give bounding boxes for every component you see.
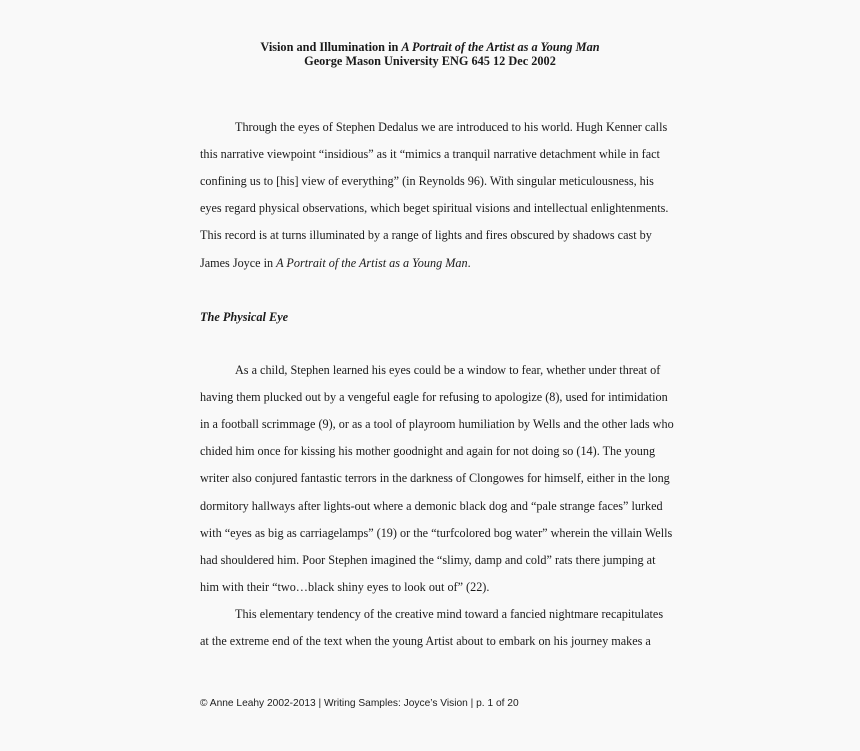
- text-segment: having them plucked out by a vengeful eagle for refusing to apologize (8), used for intimidation: [200, 390, 668, 404]
- text-segment: with “eyes as big as carriagelamps” (19) or the “turfcolored bog water” wherein the villain Wells: [200, 526, 673, 540]
- text-line: [200, 580, 489, 594]
- text-segment: .: [467, 256, 471, 270]
- text-line: [200, 201, 668, 215]
- text-line: [200, 228, 652, 242]
- text-segment: As a child, Stephen learned his eyes could be a window to fear, whether under threat of: [235, 363, 661, 377]
- document-title: [0, 40, 860, 54]
- text-segment: chided him once for kissing his mother goodnight and again for not doing so (14). The young: [200, 444, 656, 458]
- text-segment: him with their “two…black shiny eyes to look out of” (22).: [200, 580, 490, 594]
- text-line: [235, 120, 667, 134]
- text-line: [200, 256, 471, 270]
- text-segment: writer also conjured fantastic terrors in the darkness of Clongowes for himself, either in the long: [200, 471, 670, 485]
- text-line: [200, 553, 655, 567]
- text-line: [235, 363, 660, 377]
- text-segment: Through the eyes of Stephen Dedalus we are introduced to his world. Hugh Kenner calls: [235, 120, 668, 134]
- text-segment: This elementary tendency of the creative mind toward a fancied nightmare recapitulates: [235, 607, 664, 621]
- text-segment: this narrative viewpoint “insidious” as it “mimics a tranquil narrative detachment while in fact: [200, 147, 660, 161]
- text-line: [200, 471, 670, 485]
- text-line: [200, 499, 663, 513]
- text-line: [200, 174, 654, 188]
- text-segment: confining us to [his] view of everything” (in Reynolds 96). With singular meticulousness, his: [200, 174, 654, 188]
- title-text: Vision and Illumination in: [260, 40, 402, 54]
- text-line: [200, 634, 651, 648]
- text-segment: at the extreme end of the text when the young Artist about to embark on his journey makes a: [200, 634, 651, 648]
- text-segment: James Joyce in: [200, 256, 277, 270]
- text-line: [200, 147, 660, 161]
- text-segment: in a football scrimmage (9), or as a tool of playroom humiliation by Wells and the other lads who: [200, 417, 674, 431]
- section-heading: The Physical Eye: [200, 310, 289, 324]
- text-line: [200, 417, 674, 431]
- text-line: [235, 607, 663, 621]
- text-line: [200, 390, 668, 404]
- page-footer: © Anne Leahy 2002-2013 | Writing Samples: Joyce’s Vision | p. 1 of 20: [200, 698, 519, 709]
- text-segment: dormitory hallways after lights-out where a demonic black dog and “pale strange faces” lurked: [200, 499, 663, 513]
- italic-text: A Portrait of the Artist as a Young Man: [276, 256, 468, 270]
- title-italic-text: A Portrait of the Artist as a Young Man: [401, 40, 600, 54]
- text-segment: This record is at turns illuminated by a range of lights and fires obscured by shadows cast by: [200, 228, 652, 242]
- text-line: [200, 444, 655, 458]
- text-segment: had shouldered him. Poor Stephen imagined the “slimy, damp and cold” rats there jumping at: [200, 553, 656, 567]
- document-subtitle: George Mason University ENG 645 12 Dec 2002: [304, 54, 556, 68]
- text-line: [200, 526, 672, 540]
- text-segment: eyes regard physical observations, which beget spiritual visions and intellectual enlightenments.: [200, 201, 669, 215]
